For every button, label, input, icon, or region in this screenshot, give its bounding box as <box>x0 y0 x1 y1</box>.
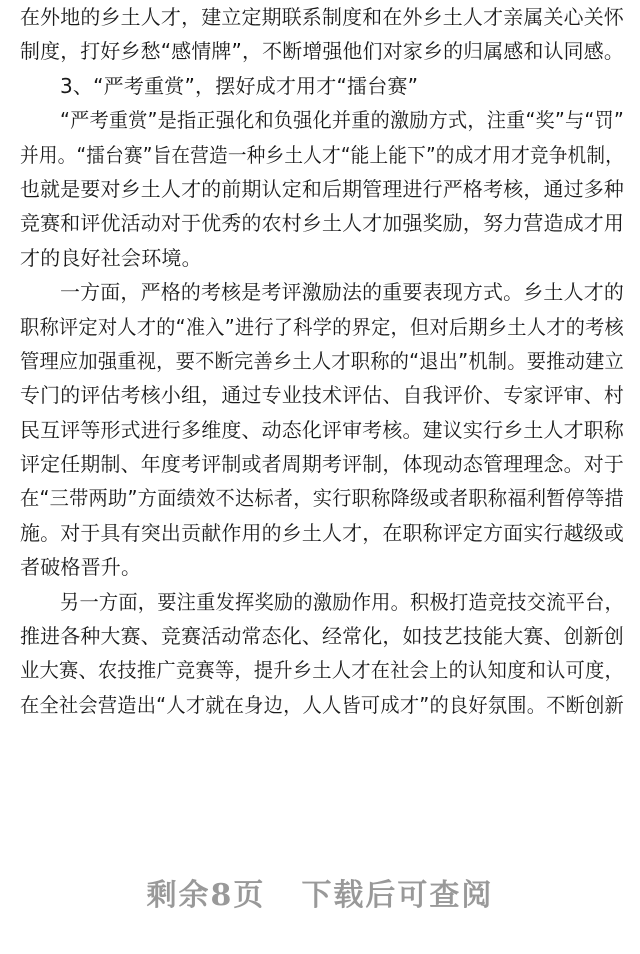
text-line: 推进各种大赛、竞赛活动常态化、经常化，如技艺技能大赛、创新创 <box>20 624 624 649</box>
download-prompt[interactable] <box>0 870 640 914</box>
text-line: 竞赛和评优活动对于优秀的农村乡土人才加强奖励，努力营造成才用 <box>20 211 624 236</box>
text-line: 业大赛、农技推广竞赛等，提升乡土人才在社会上的认知度和认可度， <box>20 658 624 683</box>
text-line: 职称评定对人才的“准入”进行了科学的界定，但对后期乡土人才的考核 <box>20 314 624 339</box>
text-line: 管理应加强重视，要不断完善乡土人才职称的“退出”机制。要推动建立 <box>20 348 624 373</box>
document-body <box>20 0 624 722</box>
text-line: 施。对于具有突出贡献作用的乡土人才，在职称评定方面实行越级或 <box>20 520 624 545</box>
text-line: 制度，打好乡愁“感情牌”，不断增强他们对家乡的归属感和认同感。 <box>20 39 624 64</box>
text-line: 民互评等形式进行多维度、动态化评审考核。建议实行乡土人才职称 <box>20 417 624 442</box>
text-line: 在全社会营造出“人才就在身边，人人皆可成才”的良好氛围。不断创新 <box>20 692 624 717</box>
text-line: 专门的评估考核小组，通过专业技术评估、自我评价、专家评审、村 <box>20 383 624 408</box>
remaining-pages-label: 剩余8页 <box>146 878 266 913</box>
text-line: “严考重赏”是指正强化和负强化并重的激励方式，注重“奖”与“罚” <box>60 108 624 133</box>
text-line: 另一方面，要注重发挥奖励的激励作用。积极打造竞技交流平台， <box>60 589 624 614</box>
text-line: 在“三带两助”方面绩效不达标者，实行职称降级或者职称福利暂停等措 <box>20 486 624 511</box>
text-line: 一方面，严格的考核是考评激励法的重要表现方式。乡土人才的 <box>60 280 624 305</box>
text-line: 也就是要对乡土人才的前期认定和后期管理进行严格考核，通过多种 <box>20 176 624 201</box>
text-line: 并用。“擂台赛”旨在营造一种乡土人才“能上能下”的成才用才竞争机制， <box>20 142 624 167</box>
text-line: 评定任期制、年度考评制或者周期考评制，体现动态管理理念。对于 <box>20 452 624 477</box>
text-line: 才的良好社会环境。 <box>20 245 202 270</box>
section-heading: 3、“严考重赏”，摆好成才用才“擂台赛” <box>60 73 419 98</box>
text-line: 在外地的乡土人才，建立定期联系制度和在外乡土人才亲属关心关怀 <box>20 5 624 29</box>
download-to-read-label: 下载后可查阅 <box>301 878 494 913</box>
text-line: 者破格晋升。 <box>20 555 142 580</box>
